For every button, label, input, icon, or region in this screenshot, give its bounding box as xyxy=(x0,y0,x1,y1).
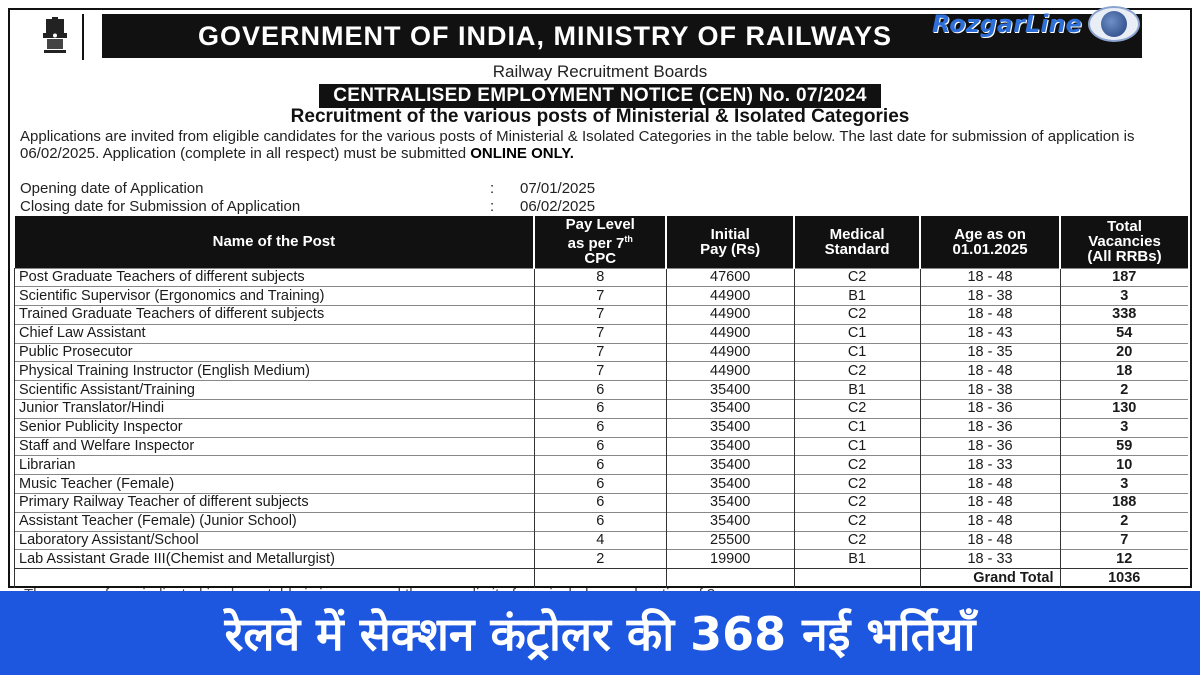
initial-pay-cell: 44900 xyxy=(666,287,794,306)
vacancies-cell: 2 xyxy=(1060,381,1188,400)
vacancies-cell: 187 xyxy=(1060,268,1188,287)
post-name-cell: Primary Railway Teacher of different subjects xyxy=(15,494,535,513)
age-range-cell: 18 - 48 xyxy=(920,512,1060,531)
initial-pay-cell: 47600 xyxy=(666,268,794,287)
government-title: GOVERNMENT OF INDIA, MINISTRY OF RAILWAYS xyxy=(102,14,1142,58)
initial-pay-cell: 44900 xyxy=(666,306,794,325)
medical-standard-cell: C2 xyxy=(794,494,920,513)
table-header-row xyxy=(15,216,1189,268)
pay-level-cell: 6 xyxy=(534,475,666,494)
post-name-cell: Scientific Supervisor (Ergonomics and Training) xyxy=(15,287,535,306)
initial-pay-cell: 44900 xyxy=(666,343,794,362)
cen-number: CENTRALISED EMPLOYMENT NOTICE (CEN) No. 07/2024 xyxy=(319,84,881,108)
post-name-cell: Physical Training Instructor (English Medium) xyxy=(15,362,535,381)
table-row xyxy=(15,418,1189,437)
vacancies-cell: 3 xyxy=(1060,418,1188,437)
pay-level-cell: 6 xyxy=(534,494,666,513)
age-range-cell: 18 - 33 xyxy=(920,550,1060,569)
intro-emphasis: ONLINE ONLY. xyxy=(470,145,574,162)
vacancies-cell: 54 xyxy=(1060,324,1188,343)
intro-text: Applications are invited from eligible candidates for the various posts of Ministerial & Isolated Categories in the table below. The last date for submission of application is 06/02/2025. Application (complete in all respect) must be submitted xyxy=(20,128,1135,162)
vacancies-cell: 20 xyxy=(1060,343,1188,362)
initial-pay-cell: 35400 xyxy=(666,381,794,400)
vacancies-cell: 12 xyxy=(1060,550,1188,569)
medical-standard-cell: B1 xyxy=(794,287,920,306)
initial-pay-cell: 35400 xyxy=(666,475,794,494)
posts-table-body xyxy=(15,268,1189,569)
watermark xyxy=(932,6,1140,42)
post-name-cell: Public Prosecutor xyxy=(15,343,535,362)
medical-standard-cell: C2 xyxy=(794,400,920,419)
initial-pay-cell: 25500 xyxy=(666,531,794,550)
header-initial-pay: Initial Pay (Rs) xyxy=(666,216,794,268)
post-name-cell: Staff and Welfare Inspector xyxy=(15,437,535,456)
medical-standard-cell: B1 xyxy=(794,381,920,400)
post-name-cell: Laboratory Assistant/School xyxy=(15,531,535,550)
age-range-cell: 18 - 36 xyxy=(920,418,1060,437)
initial-pay-cell: 19900 xyxy=(666,550,794,569)
post-name-cell: Post Graduate Teachers of different subjects xyxy=(15,268,535,287)
post-name-cell: Assistant Teacher (Female) (Junior School) xyxy=(15,512,535,531)
table-row xyxy=(15,287,1189,306)
table-row xyxy=(15,306,1189,325)
age-range-cell: 18 - 36 xyxy=(920,400,1060,419)
initial-pay-cell: 35400 xyxy=(666,456,794,475)
post-name-cell: Senior Publicity Inspector xyxy=(15,418,535,437)
table-row xyxy=(15,494,1189,513)
opening-date-value: 07/01/2025 xyxy=(520,180,596,197)
notice-document xyxy=(8,8,1192,588)
vacancies-cell: 130 xyxy=(1060,400,1188,419)
initial-pay-cell: 44900 xyxy=(666,362,794,381)
medical-standard-cell: C2 xyxy=(794,475,920,494)
vacancies-cell: 18 xyxy=(1060,362,1188,381)
closing-date-value: 06/02/2025 xyxy=(520,198,596,215)
national-emblem-icon xyxy=(28,14,84,60)
header-total-vacancies: Total Vacancies (All RRBs) xyxy=(1060,216,1188,268)
grand-total-row xyxy=(15,569,1189,588)
vacancies-cell: 10 xyxy=(1060,456,1188,475)
closing-date-row xyxy=(20,198,595,216)
watermark-text: RozgarLine xyxy=(932,10,1082,38)
intro-paragraph xyxy=(20,128,1184,162)
pay-level-cell: 6 xyxy=(534,456,666,475)
table-row xyxy=(15,475,1189,494)
vacancies-cell: 3 xyxy=(1060,287,1188,306)
pay-level-cell: 6 xyxy=(534,381,666,400)
table-row xyxy=(15,381,1189,400)
pay-level-cell: 7 xyxy=(534,362,666,381)
age-range-cell: 18 - 48 xyxy=(920,475,1060,494)
medical-standard-cell: B1 xyxy=(794,550,920,569)
age-range-cell: 18 - 48 xyxy=(920,268,1060,287)
initial-pay-cell: 35400 xyxy=(666,512,794,531)
closing-date-label: Closing date for Submission of Application xyxy=(20,198,301,215)
pay-level-cell: 7 xyxy=(534,324,666,343)
opening-date-label: Opening date of Application xyxy=(20,180,204,197)
age-range-cell: 18 - 35 xyxy=(920,343,1060,362)
header-post-name: Name of the Post xyxy=(15,216,535,268)
post-name-cell: Chief Law Assistant xyxy=(15,324,535,343)
age-range-cell: 18 - 33 xyxy=(920,456,1060,475)
board-name: Railway Recruitment Boards xyxy=(492,62,708,81)
medical-standard-cell: C2 xyxy=(794,531,920,550)
header-age: Age as on 01.01.2025 xyxy=(920,216,1060,268)
pay-level-cell: 4 xyxy=(534,531,666,550)
headline-banner xyxy=(0,591,1200,675)
table-row xyxy=(15,437,1189,456)
date-separator: : xyxy=(490,198,495,215)
date-separator: : xyxy=(490,180,495,197)
post-name-cell: Music Teacher (Female) xyxy=(15,475,535,494)
table-row xyxy=(15,531,1189,550)
initial-pay-cell: 35400 xyxy=(666,494,794,513)
medical-standard-cell: C1 xyxy=(794,343,920,362)
initial-pay-cell: 35400 xyxy=(666,400,794,419)
pay-level-cell: 7 xyxy=(534,287,666,306)
initial-pay-cell: 35400 xyxy=(666,418,794,437)
pay-level-cell: 8 xyxy=(534,268,666,287)
post-name-cell: Lab Assistant Grade III(Chemist and Metallurgist) xyxy=(15,550,535,569)
vacancies-cell: 59 xyxy=(1060,437,1188,456)
header-pay-level: Pay Level as per 7th CPC xyxy=(534,216,666,268)
vacancies-cell: 3 xyxy=(1060,475,1188,494)
notice-subject: Recruitment of the various posts of Ministerial & Isolated Categories xyxy=(290,106,910,127)
medical-standard-cell: C2 xyxy=(794,268,920,287)
pay-level-cell: 2 xyxy=(534,550,666,569)
vacancies-cell: 2 xyxy=(1060,512,1188,531)
age-range-cell: 18 - 48 xyxy=(920,306,1060,325)
medical-standard-cell: C2 xyxy=(794,306,920,325)
pay-level-cell: 6 xyxy=(534,418,666,437)
medical-standard-cell: C2 xyxy=(794,456,920,475)
vacancies-cell: 7 xyxy=(1060,531,1188,550)
age-range-cell: 18 - 48 xyxy=(920,494,1060,513)
initial-pay-cell: 35400 xyxy=(666,437,794,456)
post-name-cell: Junior Translator/Hindi xyxy=(15,400,535,419)
table-row xyxy=(15,268,1189,287)
table-row xyxy=(15,343,1189,362)
age-range-cell: 18 - 38 xyxy=(920,381,1060,400)
age-range-cell: 18 - 43 xyxy=(920,324,1060,343)
post-name-cell: Scientific Assistant/Training xyxy=(15,381,535,400)
grand-total-label: Grand Total xyxy=(920,569,1060,588)
pay-level-cell: 7 xyxy=(534,306,666,325)
medical-standard-cell: C1 xyxy=(794,324,920,343)
age-range-cell: 18 - 38 xyxy=(920,287,1060,306)
application-dates xyxy=(20,180,595,216)
table-row xyxy=(15,362,1189,381)
table-row xyxy=(15,324,1189,343)
opening-date-row xyxy=(20,180,595,198)
medical-standard-cell: C2 xyxy=(794,362,920,381)
pay-level-cell: 6 xyxy=(534,437,666,456)
age-range-cell: 18 - 36 xyxy=(920,437,1060,456)
vacancies-cell: 188 xyxy=(1060,494,1188,513)
header-medical-standard: Medical Standard xyxy=(794,216,920,268)
globe-icon xyxy=(1088,6,1140,42)
table-row xyxy=(15,512,1189,531)
post-name-cell: Trained Graduate Teachers of different subjects xyxy=(15,306,535,325)
posts-table xyxy=(14,216,1188,588)
medical-standard-cell: C1 xyxy=(794,437,920,456)
medical-standard-cell: C1 xyxy=(794,418,920,437)
pay-level-cell: 7 xyxy=(534,343,666,362)
initial-pay-cell: 44900 xyxy=(666,324,794,343)
pay-level-cell: 6 xyxy=(534,400,666,419)
post-name-cell: Librarian xyxy=(15,456,535,475)
medical-standard-cell: C2 xyxy=(794,512,920,531)
vacancies-cell: 338 xyxy=(1060,306,1188,325)
grand-total-value: 1036 xyxy=(1060,569,1188,588)
table-row xyxy=(15,400,1189,419)
banner-headline: रेलवे में सेक्शन कंट्रोलर की 368 नई भर्तियाँ xyxy=(224,607,976,661)
table-row xyxy=(15,456,1189,475)
table-row xyxy=(15,550,1189,569)
age-range-cell: 18 - 48 xyxy=(920,362,1060,381)
pay-level-cell: 6 xyxy=(534,512,666,531)
age-range-cell: 18 - 48 xyxy=(920,531,1060,550)
